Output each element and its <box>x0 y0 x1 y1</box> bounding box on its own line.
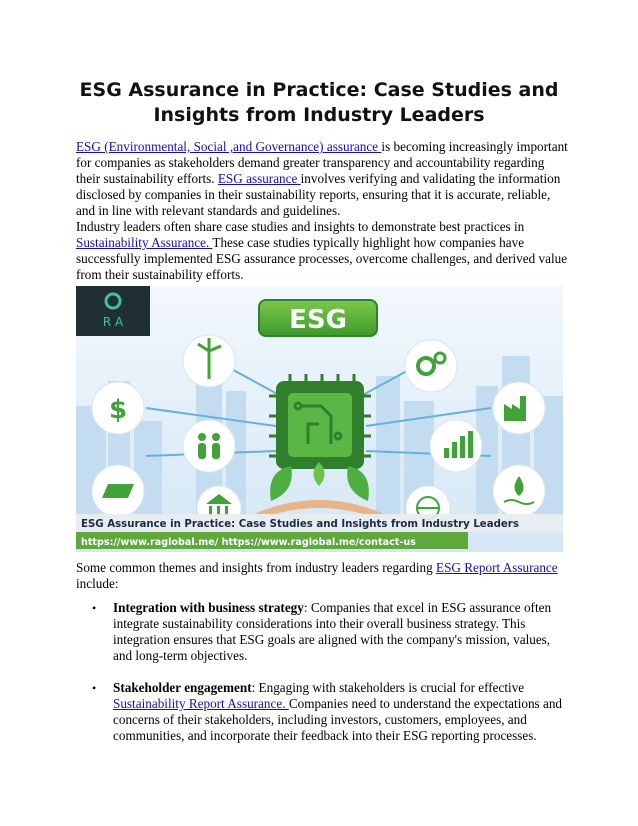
dollar-icon <box>92 382 144 434</box>
sustainability-assurance-link[interactable]: Sustainability Assurance. <box>76 235 213 250</box>
water-icon <box>493 465 545 517</box>
themes-text-1: Some common themes and insights from industry leaders regarding <box>76 560 437 575</box>
esg-badge-text: ESG <box>289 305 347 335</box>
esg-report-assurance-link[interactable]: ESG Report Assurance <box>436 560 558 575</box>
bullet: • <box>92 681 97 695</box>
themes-paragraph <box>76 560 568 592</box>
intro-text-2: involves verifying and validating the information disclosed by companies in their sustainability reports, ensuring that it is accurate, reliable, and in line with relevant standards and guidelines. <box>76 171 561 218</box>
esg-banner-image <box>76 286 563 552</box>
list-item <box>76 680 568 744</box>
list-item-text-2: Companies need to understand the expectations and concerns of their stakeholders, including investors, customers, employees, and communities, and incorporate their feedback into their ESG reporting processes. <box>113 696 563 743</box>
list-item-heading: Integration with business strategy <box>113 600 304 615</box>
case-text-1: Industry leaders often share case studies and insights to demonstrate best practices in <box>76 219 525 234</box>
list-item-heading: Stakeholder engagement <box>113 680 252 695</box>
bullet: • <box>92 601 97 615</box>
page-title: ESG Assurance in Practice: Case Studies and Insights from Industry Leaders <box>79 79 559 126</box>
list-item-text: : Engaging with stakeholders is crucial for effective <box>251 680 525 695</box>
case-studies-paragraph <box>76 219 568 283</box>
list-item-text: : Companies that excel in ESG assurance often integrate sustainability considerations into their overall business strategy. This integration ensures that ESG goals are aligned with the company's mission, values, and long-term objectives. <box>113 600 552 663</box>
svg-text:$: $ <box>108 395 128 425</box>
bar-chart-icon <box>430 420 482 472</box>
list-item <box>76 600 568 664</box>
chip-icon <box>269 374 371 469</box>
gears-icon <box>405 340 457 392</box>
ra-logo-text: R A <box>102 315 124 329</box>
caption-title: ESG Assurance in Practice: Case Studies and Insights from Industry Leaders <box>81 519 519 530</box>
caption-urls: https://www.raglobal.me/ https://www.raglobal.me/contact-us <box>81 537 416 548</box>
themes-text-2: include: <box>76 576 119 591</box>
solar-panel-icon <box>92 465 144 517</box>
factory-icon <box>493 382 545 434</box>
people-icon <box>183 420 235 472</box>
esg-assurance-link-2[interactable]: ESG assurance <box>217 171 301 186</box>
sustainability-report-assurance-link[interactable]: Sustainability Report Assurance. <box>113 696 289 711</box>
intro-paragraph <box>76 139 568 219</box>
wind-turbine-icon <box>183 335 235 387</box>
esg-assurance-link[interactable]: ESG (Environmental, Social ,and Governance) assurance <box>76 139 382 154</box>
themes-list <box>76 600 568 744</box>
intro-text-1: is becoming increasingly important for companies as stakeholders demand greater transparency and accountability regarding their sustainability efforts. <box>76 139 568 186</box>
case-text-2: These case studies typically highlight how companies have successfully implemented ESG assurance processes, overcome challenges, and derived value from their sustainability efforts. <box>76 235 568 282</box>
